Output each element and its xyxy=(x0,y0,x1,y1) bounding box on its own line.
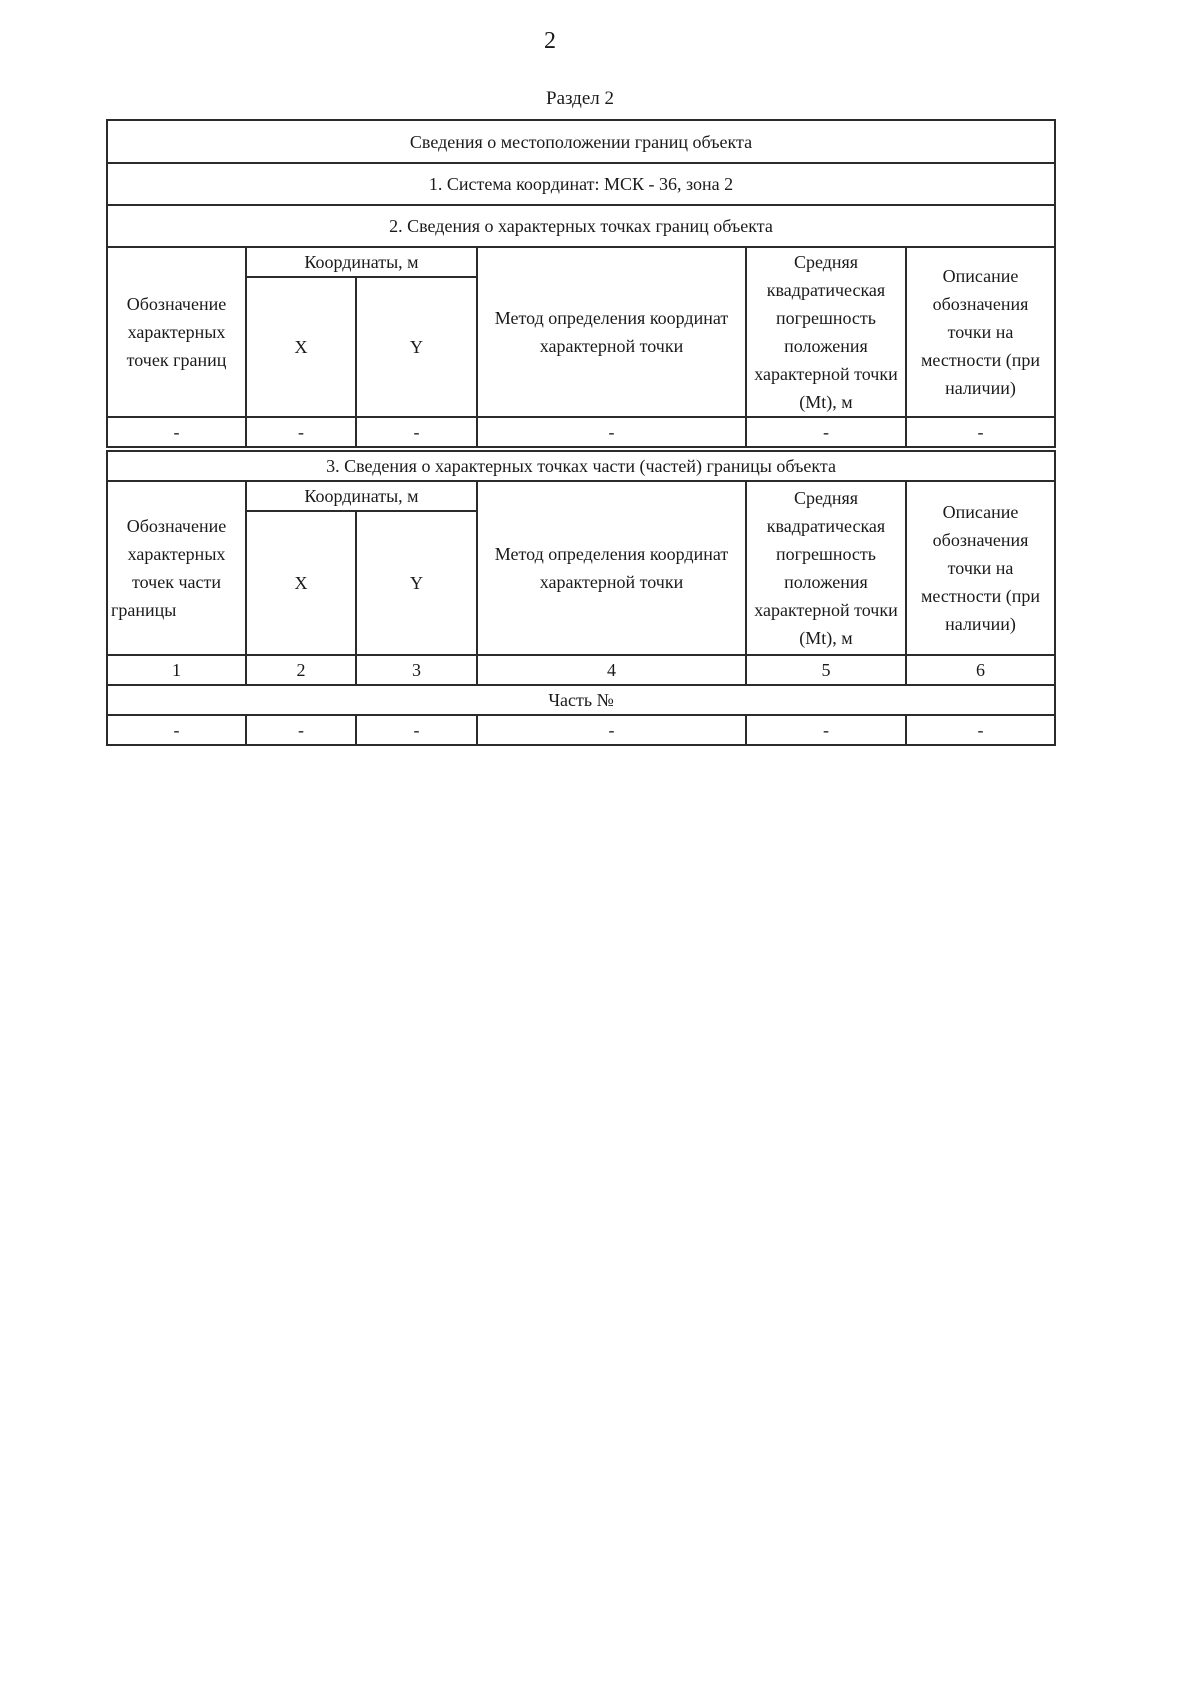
header-method: Метод определения координат характерной точки xyxy=(477,481,746,655)
table-cell: - xyxy=(477,715,746,745)
parts-heading: 3. Сведения о характерных точках части (частей) границы объекта xyxy=(107,451,1055,481)
header-designation: Обозначение характерных точек границ xyxy=(107,247,246,417)
table-cell: - xyxy=(107,715,246,745)
table-cell: - xyxy=(246,715,356,745)
table-cell: - xyxy=(477,417,746,447)
part-boundary-table xyxy=(106,450,1056,746)
column-number: 2 xyxy=(246,655,356,685)
header-description: Описание обозначения точки на местности (при наличии) xyxy=(906,247,1055,417)
column-number: 4 xyxy=(477,655,746,685)
column-number: 3 xyxy=(356,655,477,685)
column-number: 5 xyxy=(746,655,906,685)
header-x: X xyxy=(246,277,356,417)
table-title: Сведения о местоположении границ объекта xyxy=(107,120,1055,163)
column-number: 6 xyxy=(906,655,1055,685)
part-number-label: Часть № xyxy=(107,685,1055,715)
boundary-location-table xyxy=(106,119,1056,448)
header-designation: Обозначение характерных точек части границы xyxy=(107,481,246,655)
table-cell: - xyxy=(906,417,1055,447)
header-error: Средняя квадратическая погрешность положения характерной точки (Mt), м xyxy=(746,247,906,417)
header-y: Y xyxy=(356,277,477,417)
table-cell: - xyxy=(746,715,906,745)
header-coordinates: Координаты, м xyxy=(246,481,477,511)
points-heading: 2. Сведения о характерных точках границ объекта xyxy=(107,205,1055,247)
header-method: Метод определения координат характерной точки xyxy=(477,247,746,417)
header-error: Средняя квадратическая погрешность положения характерной точки (Mt), м xyxy=(746,481,906,655)
header-coordinates: Координаты, м xyxy=(246,247,477,277)
table-cell: - xyxy=(906,715,1055,745)
coordinate-system: 1. Система координат: МСК - 36, зона 2 xyxy=(107,163,1055,205)
table-cell: - xyxy=(746,417,906,447)
table-cell: - xyxy=(356,715,477,745)
column-number: 1 xyxy=(107,655,246,685)
table-cell: - xyxy=(246,417,356,447)
header-description: Описание обозначения точки на местности (при наличии) xyxy=(906,481,1055,655)
table-cell: - xyxy=(356,417,477,447)
header-x: X xyxy=(246,511,356,655)
table-cell: - xyxy=(107,417,246,447)
section-title: Раздел 2 xyxy=(546,88,614,109)
page-number: 2 xyxy=(544,28,556,54)
header-y: Y xyxy=(356,511,477,655)
